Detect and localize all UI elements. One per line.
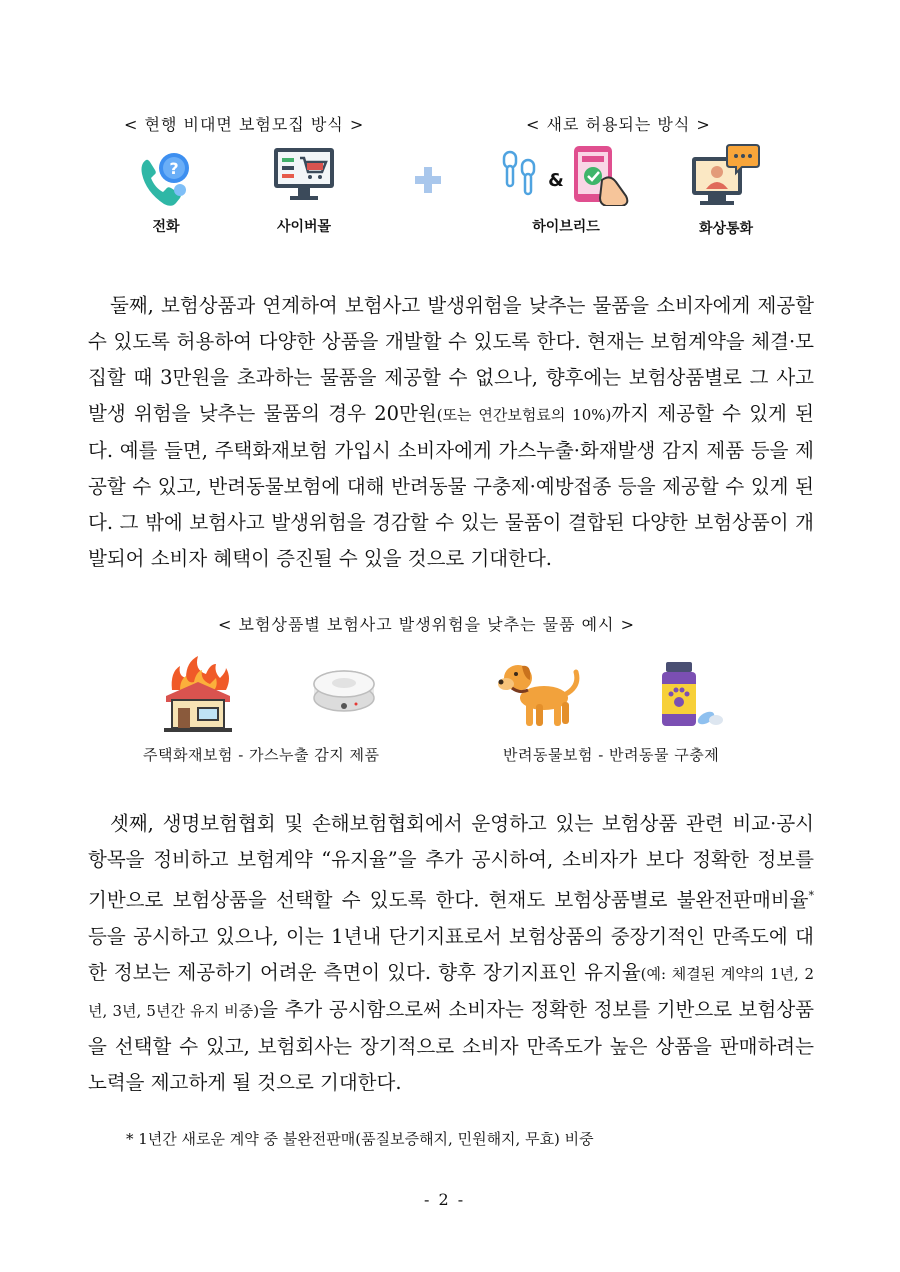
paragraph2-part1: 셋째, 생명보험협회 및 손해보험협회에서 운영하고 있는 보험상품 관련 비교·공시 항목을 정비하고 보험계약 “유지율”을 추가 공시하여, 소비자가 보다 정확한 정보를 기반으로 보험상품을 선택할 수 있도록 한다. 현재도 보험상품별로 불완전판매비율 [88,812,814,912]
paragraph1-note: (또는 연간보험료의 10%) [436,406,612,424]
cyber-mall-label: 사이버몰 [276,219,332,235]
footnote-marker: * [808,889,814,902]
paragraph2-example: (예: 체결된 계약의 1년, 2년, 3년, 5년간 유지 비중) [88,964,814,1020]
video-call-icon [690,143,760,207]
paragraph2-part2: 등을 공시하고 있으나, 이는 1년내 단기지표로서 보험상품의 중장기적인 만족도에 대한 정보는 제공하기 어려운 측면이 있다. 향후 장기지표인 유지율 [88,924,814,984]
paragraph-second-measure [88,288,814,577]
burning-house-icon [162,656,234,732]
phone-label: 전화 [152,219,180,235]
phone-icon [134,146,198,210]
computer-cart-icon [272,146,336,202]
paragraph2-part3: 을 추가 공시함으로써 소비자는 정확한 정보를 기반으로 보험상품을 선택할 수 있고, 보험회사는 장기적으로 소비자 만족도가 높은 상품을 판매하려는 노력을 제고하게 될 것으로 기대한다. [88,997,814,1094]
medicine-bottle-icon [656,660,726,730]
page-number: - 2 - [424,1190,466,1209]
new-methods-caption: < 새로 허용되는 방식 > [526,115,711,134]
video-call-label: 화상통화 [698,221,754,237]
current-methods-caption: < 현행 비대면 보험모집 방식 > [124,115,365,134]
paragraph1-part1: 둘째, 보험상품과 연계하여 보험사고 발생위험을 낮추는 물품을 소비자에게 제공할 수 있도록 허용하여 다양한 상품을 개발할 수 있도록 한다. 현재는 보험계약을 체결·모집할 때 3만원을 초과하는 물품을 제공할 수 없으나, 향후에는 보험상품별로 그 사고발생 위험을 낮추는 물품의 경우 20만원 [88,294,814,425]
plus-icon [413,165,443,195]
smoke-detector-icon [312,668,376,716]
dog-icon [498,658,582,730]
ampersand: & [548,170,564,191]
paragraph1-part2: 까지 제공할 수 있게 된다. 예를 들면, 주택화재보험 가입시 소비자에게 가스누출·화재발생 감지 제품 등을 제공할 수 있고, 반려동물보험에 대해 반려동물 구충제·예방접종 등을 제공할 수 있게 된다. 그 밖에 보험사고 발생위험을 경감할 수 있는 물품이 결합된 다양한 보험상품이 개발되어 소비자 혜택이 증진될 수 있을 것으로 기대한다. [88,402,814,570]
fire-insurance-label: 주택화재보험 - 가스누출 감지 제품 [143,746,380,764]
pet-insurance-label: 반려동물보험 - 반려동물 구충제 [503,746,720,764]
earbuds-phone-icon [498,144,634,206]
footnote: * 1년간 새로운 계약 중 불완전판매(품질보증해지, 민원해지, 무효) 비중 [126,1130,594,1148]
svg-text:?: ? [169,159,179,178]
hybrid-label: 하이브리드 [532,219,600,235]
paragraph-third-measure [88,806,814,1101]
examples-caption: < 보험상품별 보험사고 발생위험을 낮추는 물품 예시 > [218,615,635,634]
